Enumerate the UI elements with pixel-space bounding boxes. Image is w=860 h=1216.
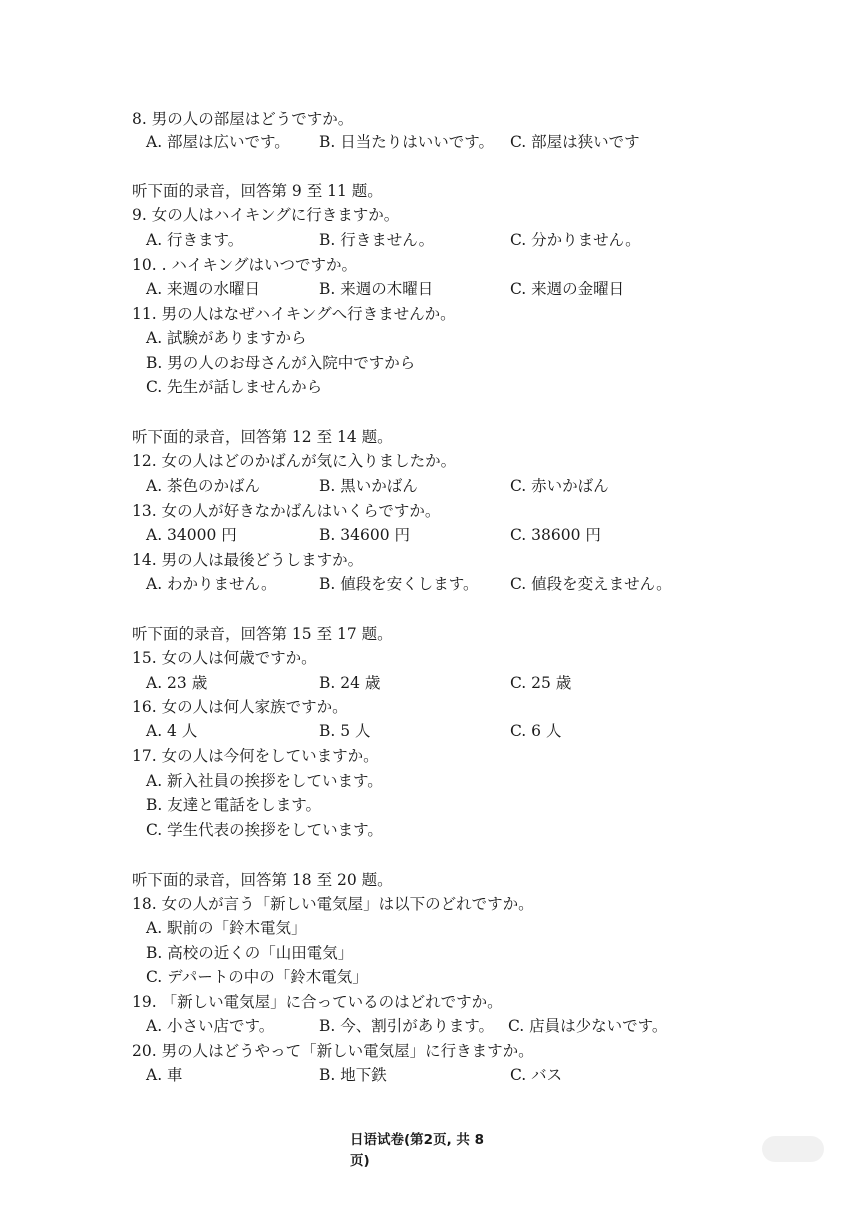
question-20-option-c: C. バス [510,1066,563,1084]
question-15-option-c: C. 25 歳 [510,674,572,692]
question-8-option-a: A. 部屋は広いです。 [146,133,290,151]
question-17-option-b: B. 友達と電話をします。 [146,796,322,814]
question-15-option-b: B. 24 歳 [319,674,381,692]
question-18-option-c: C. デパートの中の「鈴木電気」 [146,968,368,986]
question-17-stem: 17. 女の人は今何をしていますか。 [132,747,379,765]
question-8-stem: 8. 男の人の部屋はどうですか。 [132,110,354,128]
section-heading-18-20: 听下面的录音，回答第 18 至 20 题。 [132,871,393,889]
question-19-option-a: A. 小さい店です。 [146,1017,275,1035]
question-13-option-a: A. 34000 円 [146,526,237,544]
question-10-option-b: B. 来週の木曜日 [319,280,434,298]
question-18-stem: 18. 女の人が言う「新しい電気屋」は以下のどれですか。 [132,895,534,913]
question-10-option-a: A. 来週の水曜日 [146,280,261,298]
question-9-option-b: B. 行きません。 [319,231,435,249]
page-footer-line-2: 页) [350,1153,370,1169]
question-12-stem: 12. 女の人はどのかばんが気に入りましたか。 [132,452,457,470]
watermark-badge [762,1136,824,1162]
question-16-stem: 16. 女の人は何人家族ですか。 [132,698,348,716]
question-12-option-a: A. 茶色のかばん [146,477,261,495]
question-18-option-a: A. 駅前の「鈴木電気」 [146,919,307,937]
question-13-stem: 13. 女の人が好きなかばんはいくらですか。 [132,502,441,520]
question-19-option-b: B. 今、割引があります。 [319,1017,495,1035]
question-14-stem: 14. 男の人は最後どうしますか。 [132,551,364,569]
question-19-option-c: C. 店員は少ないです。 [508,1017,668,1035]
question-20-stem: 20. 男の人はどうやって「新しい電気屋」に行きますか。 [132,1042,534,1060]
question-12-option-b: B. 黒いかばん [319,477,418,495]
question-9-option-a: A. 行きます。 [146,231,244,249]
section-heading-9-11: 听下面的录音，回答第 9 至 11 题。 [132,182,383,200]
question-18-option-b: B. 高校の近くの「山田電気」 [146,944,354,962]
section-heading-12-14: 听下面的录音，回答第 12 至 14 题。 [132,428,393,446]
question-17-option-c: C. 学生代表の挨拶をしています。 [146,821,383,839]
question-14-option-b: B. 値段を安くします。 [319,575,479,593]
question-15-option-a: A. 23 歳 [146,674,208,692]
question-14-option-a: A. わかりません。 [146,575,277,593]
question-14-option-c: C. 値段を変えません。 [510,575,672,593]
question-16-option-a: A. 4 人 [146,722,198,740]
question-20-option-a: A. 車 [146,1066,183,1084]
question-11-option-a: A. 試験がありますから [146,329,307,347]
question-11-option-c: C. 先生が話しませんから [146,378,323,396]
question-16-option-b: B. 5 人 [319,722,371,740]
question-10-stem: 10. . ハイキングはいつですか。 [132,256,357,274]
question-15-stem: 15. 女の人は何歳ですか。 [132,649,317,667]
question-8-option-c: C. 部屋は狭いです [510,133,640,151]
question-12-option-c: C. 赤いかばん [510,477,609,495]
page-footer-line-1: 日语试卷(第2页, 共 8 [350,1132,484,1148]
question-11-stem: 11. 男の人はなぜハイキングへ行きませんか。 [132,305,456,323]
question-9-stem: 9. 女の人はハイキングに行きますか。 [132,206,400,224]
question-16-option-c: C. 6 人 [510,722,562,740]
question-13-option-b: B. 34600 円 [319,526,410,544]
question-9-option-c: C. 分かりません。 [510,231,641,249]
question-17-option-a: A. 新入社員の挨拶をしています。 [146,772,383,790]
question-11-option-b: B. 男の人のお母さんが入院中ですから [146,354,416,372]
question-13-option-c: C. 38600 円 [510,526,601,544]
question-10-option-c: C. 来週の金曜日 [510,280,625,298]
section-heading-15-17: 听下面的录音，回答第 15 至 17 题。 [132,625,393,643]
question-20-option-b: B. 地下鉄 [319,1066,387,1084]
question-19-stem: 19. 「新しい電気屋」に合っているのはどれですか。 [132,993,503,1011]
question-8-option-b: B. 日当たりはいいです。 [319,133,495,151]
